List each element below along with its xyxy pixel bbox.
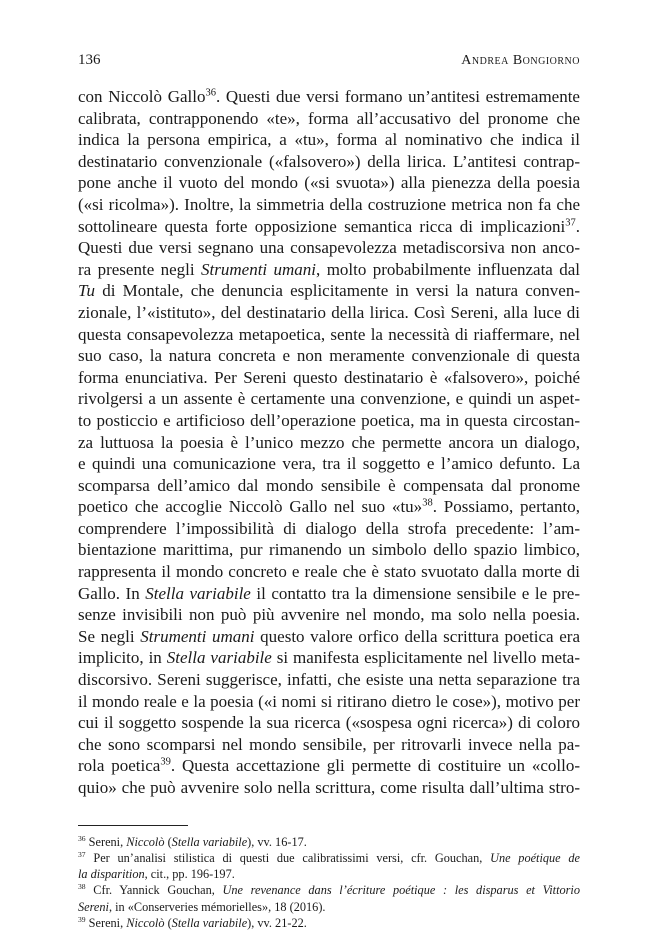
footnote xyxy=(78,834,580,850)
running-header xyxy=(78,52,580,72)
body-line: rivolgersi a un assente è certamente una convenzione, e quindi un aspet- xyxy=(78,389,580,409)
body-line: to posticcio e artificioso dell’operazione poetica, ma in questa circostan- xyxy=(78,410,580,430)
body-line: Gallo. In Stella variabile il contatto tra la dimensione sensibile e le pre- xyxy=(78,583,581,603)
page xyxy=(78,52,580,931)
footnote-line: $^{36}$ Sereni, Niccolò (Stella variabile), vv. 16-17. xyxy=(78,833,307,849)
body-line: calibrata, contrapponendo «te», forma all’accusativo del pronome che xyxy=(78,108,580,128)
body-line: Se negli Strumenti umani questo valore orfico della scrittura poetica era xyxy=(78,626,580,646)
body-line: discorsivo. Sereni suggerisce, infatti, che esiste una netta separazione tra xyxy=(78,670,580,690)
body-line: sottolineare questa forte opposizione semantica ricca di implicazioni$^{37}$. xyxy=(78,216,580,236)
body-line: comprendere l’impossibilità di dialogo della strofa precedente: l’am- xyxy=(78,518,580,538)
body-line: implicito, in Stella variabile si manifesta esplicitamente nel livello meta- xyxy=(78,648,581,668)
body-line: che sono scomparsi nel mondo sensibile, per ritrovarli invece nella pa- xyxy=(78,734,580,754)
body-line: forma enunciativa. Per Sereni questo destinatario è «falsovero», poiché xyxy=(78,367,580,387)
footnote-marker: 38 xyxy=(78,882,86,892)
body-line: cui il soggetto sospende la sua ricerca («sospesa ogni ricerca») di coloro xyxy=(78,713,580,733)
body-line: con Niccolò Gallo$^{36}$. Questi due versi formano un’antitesi estremamente xyxy=(78,87,580,106)
footnote-rule xyxy=(78,825,188,826)
footnote xyxy=(78,915,580,931)
body-line: indica la persona empirica, a «tu», forma al nominativo che indica il xyxy=(78,130,580,150)
body-line: senze invisibili non può più avvenire nel mondo, ma solo nella poesia. xyxy=(78,605,580,625)
footnote-marker: 38 xyxy=(422,497,433,509)
body-line: e quindi una comunicazione vera, tra il soggetto e l’amico defunto. La xyxy=(78,454,580,474)
footnote-line: la disparition, cit., pp. 196-197. xyxy=(78,867,235,882)
body-line: Questi due versi segnano una consapevolezza metadiscorsiva non anco- xyxy=(78,238,580,258)
footnote-line: $^{39}$ Sereni, Niccolò (Stella variabile), vv. 21-22. xyxy=(78,914,307,931)
body-line: questa consapevolezza metapoetica, sente la necessità di riaffermare, nel xyxy=(78,324,580,344)
footnote-marker: 36 xyxy=(205,87,216,99)
body-line: Tu di Montale, che denuncia esplicitamente in versi la natura conven- xyxy=(78,281,580,301)
body-line: quio» che può avvenire solo nella scrittura, come risulta dall’ultima stro- xyxy=(78,778,580,797)
footnote-line: $^{37}$ Per un’analisi stilistica di questi due calibratissimi versi, cfr. Gouchan, Une poétique de xyxy=(78,849,580,865)
body-line: bientazione marittima, pur rimanendo un simbolo dello spazio limbico, xyxy=(78,540,580,560)
body-line: il mondo reale e la poesia («i nomi si ritirano dietro le cose»), motivo per xyxy=(78,691,580,711)
body-line: poetico che accoglie Niccolò Gallo nel suo «tu»$^{38}$. Possiamo, pertanto, xyxy=(78,497,580,517)
footnote xyxy=(78,850,580,883)
footnote-marker: 37 xyxy=(565,216,576,228)
body-text xyxy=(78,86,580,799)
body-line: («si ricolma»). Inoltre, la simmetria della costruzione metrica non fa che xyxy=(78,194,580,214)
footnote-marker: 37 xyxy=(78,849,86,859)
running-head-author: Andrea Bongiorno xyxy=(461,53,580,68)
footnote-line: $^{38}$ Cfr. Yannick Gouchan, Une revenance dans l’écriture poétique : les disparus et Vittorio xyxy=(78,882,580,898)
body-line: za luttuosa la poesia è l’unico mezzo che permette ancora un dialogo, xyxy=(78,432,580,452)
page-number: 136 xyxy=(78,52,101,68)
body-line: pone anche il vuoto del mondo («si svuota») alla pienezza della poesia xyxy=(78,173,580,193)
footnote-line: Sereni, in «Conserveries mémorielles», 18 (2016). xyxy=(78,899,326,914)
footnote-marker: 39 xyxy=(160,756,171,768)
body-line: destinatario convenzionale («falsovero») della lirica. L’antitesi contrap- xyxy=(78,151,580,171)
body-line: scomparsa dell’amico dal mondo sensibile è compensata dal pronome xyxy=(78,475,580,495)
body-line: rappresenta il mondo concreto e reale che è stato svuotato dalla morte di xyxy=(78,562,580,582)
body-line: rola poetica$^{39}$. Questa accettazione gli permette di costituire un «collo- xyxy=(78,756,580,776)
footnote xyxy=(78,882,580,915)
body-line: ra presente negli Strumenti umani, molto probabilmente influenzata dal xyxy=(78,259,581,279)
footnotes xyxy=(78,834,580,931)
body-line: suo caso, la natura concreta e non meramente convenzionale di questa xyxy=(78,346,580,366)
footnote-marker: 36 xyxy=(78,833,86,843)
footnote-marker: 39 xyxy=(78,914,86,924)
body-line: zionale, l’«istituto», del destinatario della lirica. Così Sereni, alla luce di xyxy=(78,302,580,322)
